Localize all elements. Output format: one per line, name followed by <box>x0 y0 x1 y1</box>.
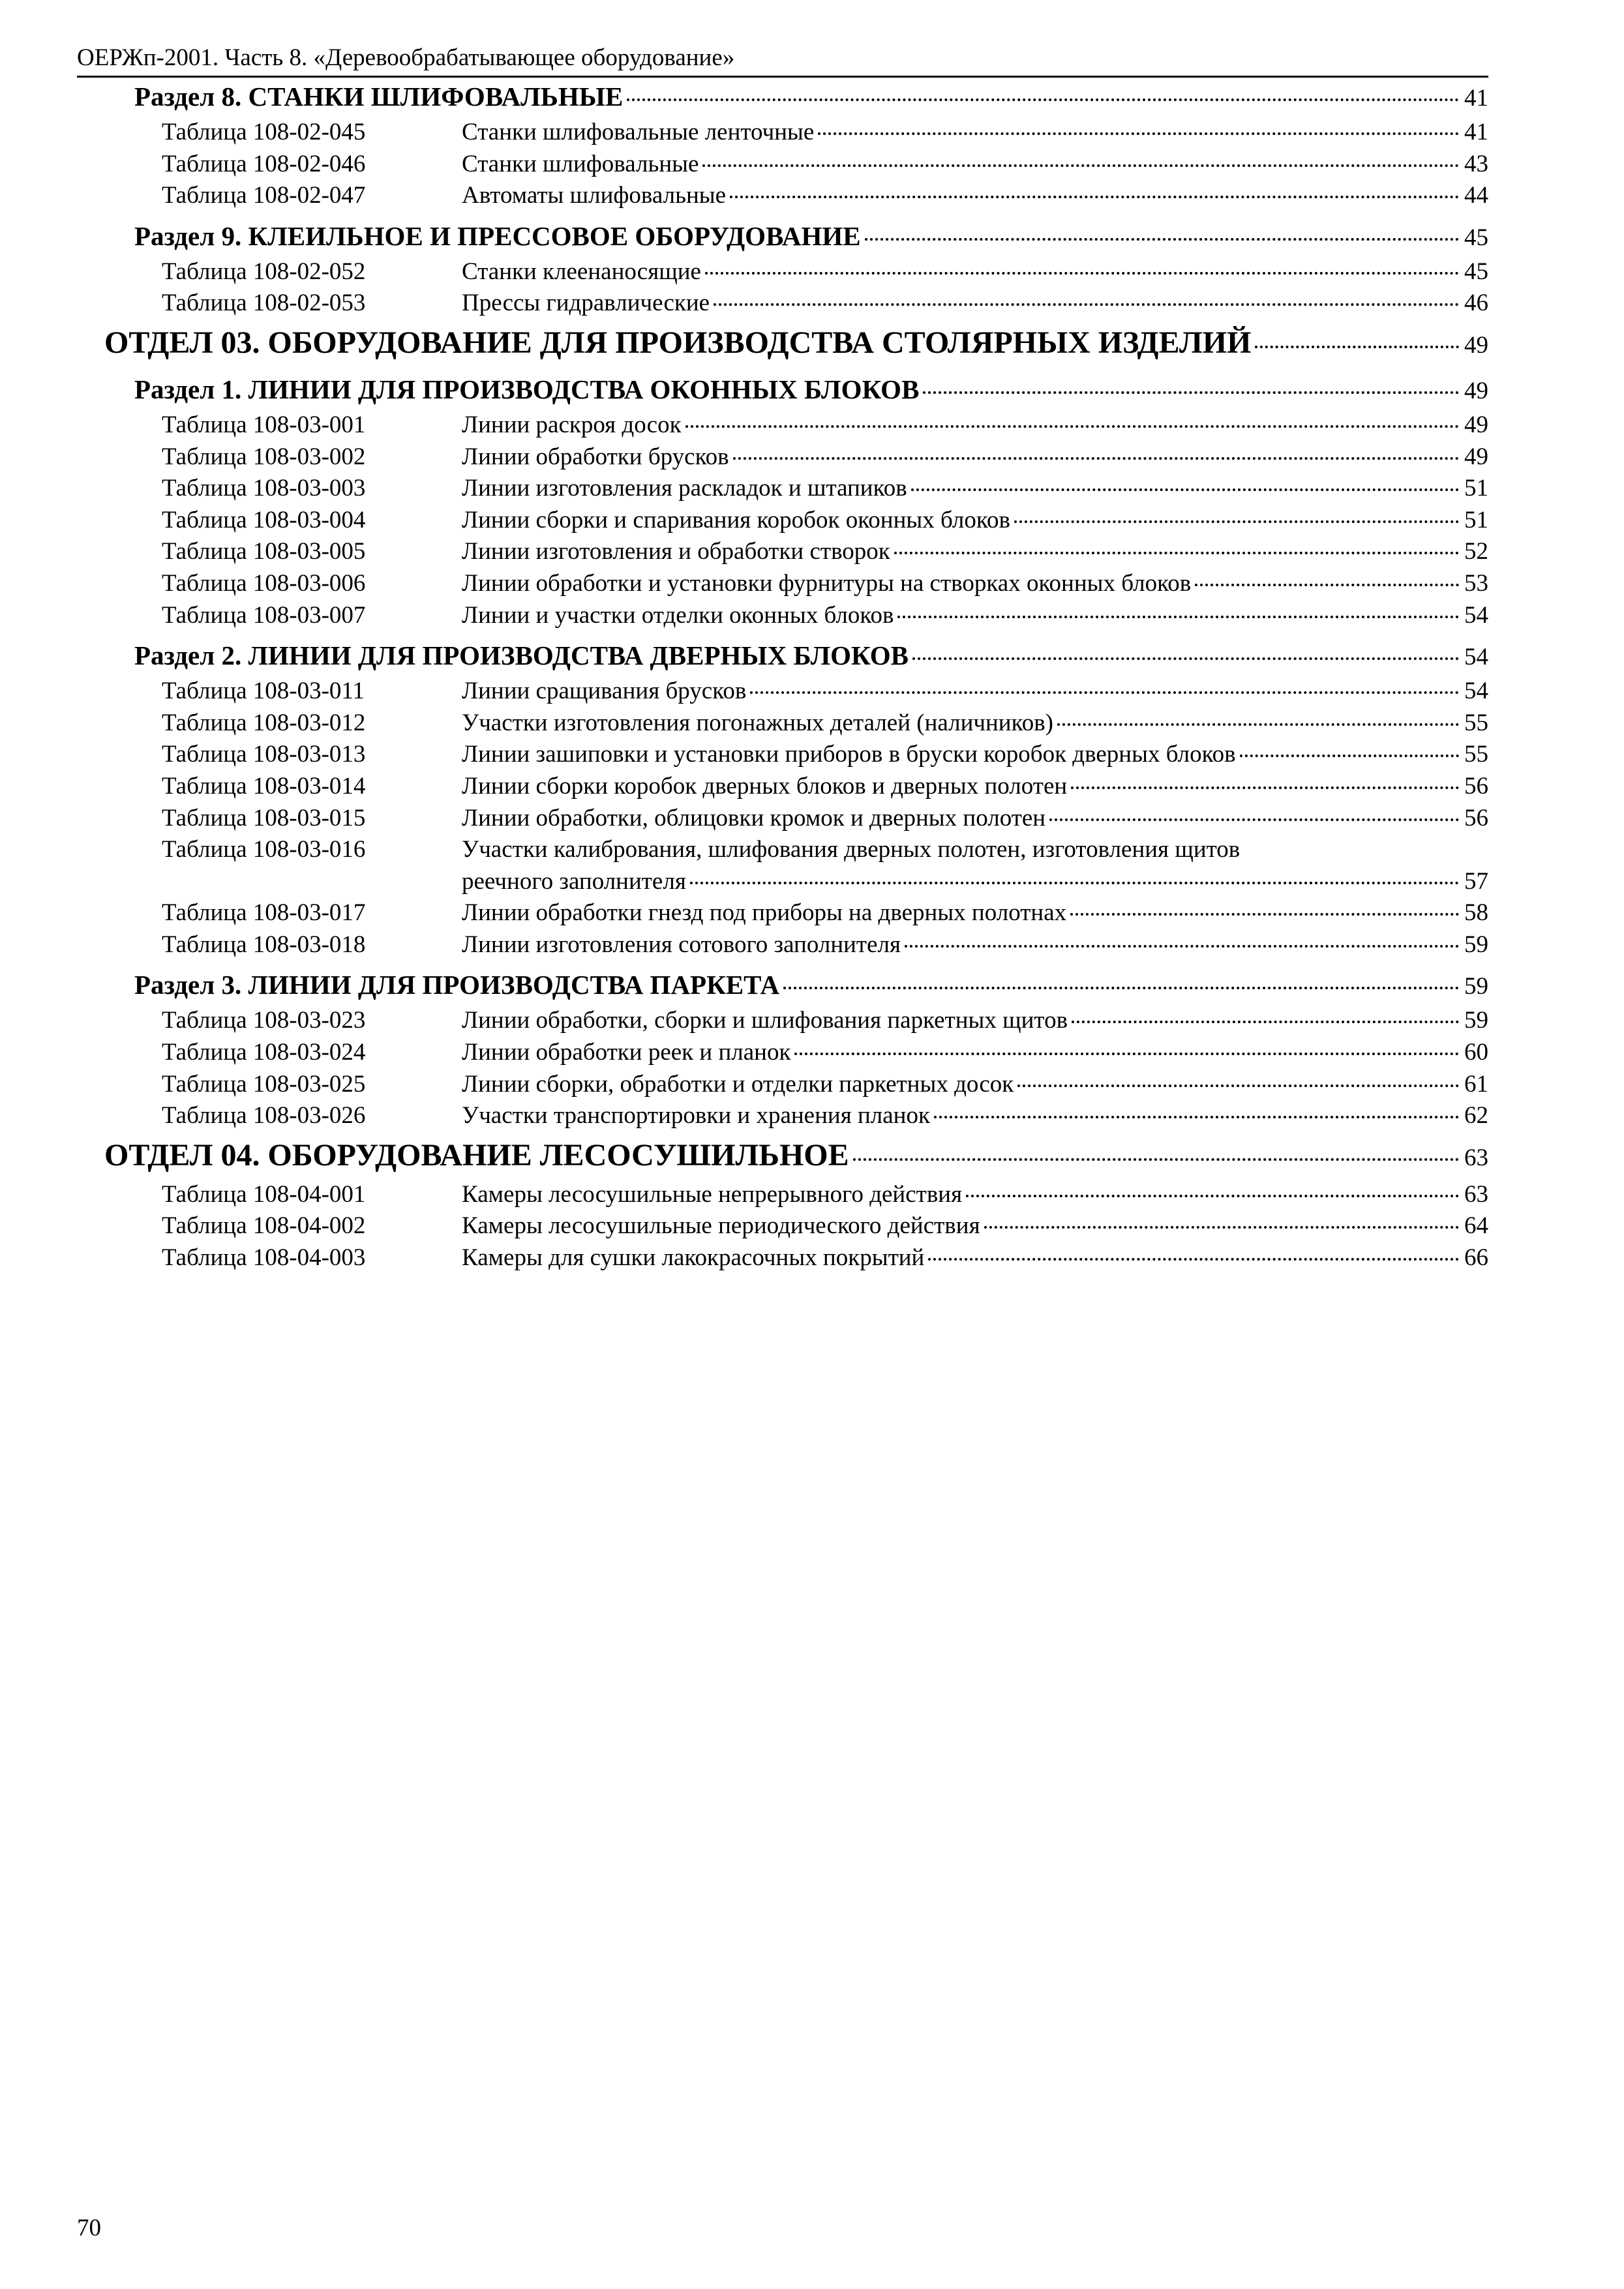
entry-title: Линии обработки и установки фурнитуры на створках оконных блоков <box>462 569 1192 597</box>
entry-page-number: 46 <box>1464 290 1488 317</box>
entry-title: Раздел 2. ЛИНИИ ДЛЯ ПРОИЗВОДСТВА ДВЕРНЫХ БЛОКОВ <box>134 640 909 671</box>
entry-title: Раздел 9. КЛЕИЛЬНОЕ И ПРЕССОВОЕ ОБОРУДОВАНИЕ <box>134 220 861 251</box>
dot-leader <box>1071 786 1459 789</box>
entry-page-number: 45 <box>1464 258 1488 285</box>
table-code: Таблица 108-03-005 <box>162 538 366 565</box>
toc-department-entry[interactable] <box>104 323 1488 365</box>
entry-title: ОТДЕЛ 04. ОБОРУДОВАНИЕ ЛЕСОСУШИЛЬНОЕ <box>104 1137 849 1173</box>
table-code: Таблица 108-03-018 <box>162 931 366 958</box>
dot-leader <box>984 1226 1459 1229</box>
entry-title: Линии обработки реек и планок <box>462 1039 791 1066</box>
entry-page-number: 49 <box>1464 331 1488 359</box>
entry-title: Линии изготовления раскладок и штапиков <box>462 475 907 502</box>
table-code: Таблица 108-02-052 <box>162 258 366 285</box>
dot-leader <box>934 1116 1459 1118</box>
dot-leader <box>690 882 1459 884</box>
table-code: Таблица 108-02-053 <box>162 290 366 317</box>
entry-page-number: 59 <box>1464 931 1488 958</box>
dot-leader <box>730 196 1459 198</box>
toc-table-entry[interactable] <box>104 505 1488 537</box>
dot-leader <box>783 987 1459 989</box>
entry-page-number: 53 <box>1464 569 1488 597</box>
entry-title: Станки шлифовальные <box>462 150 699 177</box>
entry-title: Станки клеенаносящие <box>462 258 701 285</box>
entry-title: Линии и участки отделки оконных блоков <box>462 601 894 629</box>
dot-leader <box>750 691 1459 694</box>
table-code: Таблица 108-03-003 <box>162 475 366 502</box>
entry-title: Камеры лесосушильные периодического действия <box>462 1212 980 1240</box>
dot-leader <box>1195 584 1459 586</box>
dot-leader <box>1057 723 1459 726</box>
entry-page-number: 54 <box>1464 601 1488 629</box>
entry-page-number: 55 <box>1464 741 1488 768</box>
dot-leader <box>865 238 1459 241</box>
entry-title: Линии обработки брусков <box>462 443 729 470</box>
running-header: ОЕРЖп-2001. Часть 8. «Деревообрабатывающее оборудование» <box>77 43 1488 78</box>
toc-table-entry[interactable] <box>104 834 1488 897</box>
toc-table-entry[interactable] <box>104 897 1488 929</box>
entry-title: Линии раскроя досок <box>462 411 682 438</box>
toc-table-entry[interactable] <box>104 676 1488 708</box>
entry-page-number: 60 <box>1464 1039 1488 1066</box>
entry-page-number: 62 <box>1464 1102 1488 1130</box>
entry-title: Линии сборки, обработки и отделки паркетных досок <box>462 1070 1014 1098</box>
entry-page-number: 63 <box>1464 1180 1488 1208</box>
toc-table-entry[interactable] <box>104 536 1488 568</box>
toc-table-entry[interactable] <box>104 929 1488 961</box>
table-code: Таблица 108-03-025 <box>162 1070 366 1098</box>
entry-title: Линии сборки коробок дверных блоков и дверных полотен <box>462 772 1068 800</box>
toc-table-entry[interactable] <box>104 1069 1488 1101</box>
table-code: Таблица 108-03-004 <box>162 506 366 533</box>
dot-leader <box>894 552 1459 554</box>
dot-leader <box>905 945 1459 948</box>
dot-leader <box>923 391 1459 394</box>
entry-page-number: 64 <box>1464 1212 1488 1240</box>
entry-page-number: 49 <box>1464 443 1488 470</box>
entry-title: Линии обработки гнезд под приборы на дверных полотнах <box>462 899 1067 927</box>
entry-page-number: 54 <box>1464 644 1488 671</box>
table-code: Таблица 108-02-047 <box>162 182 366 209</box>
entry-page-number: 43 <box>1464 150 1488 177</box>
entry-page-number: 56 <box>1464 804 1488 831</box>
table-code: Таблица 108-03-006 <box>162 569 366 597</box>
toc-table-entry[interactable] <box>104 1005 1488 1037</box>
toc-table-entry[interactable] <box>104 441 1488 473</box>
toc-section-entry[interactable] <box>104 638 1488 674</box>
entry-title: Линии изготовления сотового заполнителя <box>462 931 901 958</box>
entry-page-number: 66 <box>1464 1244 1488 1272</box>
entry-page-number: 54 <box>1464 678 1488 705</box>
entry-title: Участки транспортировки и хранения планок <box>462 1102 930 1130</box>
table-code: Таблица 108-03-023 <box>162 1007 366 1034</box>
dot-leader <box>853 1158 1459 1161</box>
table-code: Таблица 108-03-011 <box>162 678 365 705</box>
entry-page-number: 59 <box>1464 1007 1488 1034</box>
entry-page-number: 44 <box>1464 182 1488 209</box>
toc-table-entry[interactable] <box>104 149 1488 181</box>
table-code: Таблица 108-03-001 <box>162 411 366 438</box>
dot-leader <box>794 1053 1459 1055</box>
entry-page-number: 51 <box>1464 475 1488 502</box>
entry-page-number: 57 <box>1464 867 1488 895</box>
dot-leader <box>714 303 1459 306</box>
table-code: Таблица 108-03-026 <box>162 1102 366 1130</box>
dot-leader <box>1014 520 1459 523</box>
entry-title: Раздел 1. ЛИНИИ ДЛЯ ПРОИЗВОДСТВА ОКОННЫХ БЛОКОВ <box>134 374 920 404</box>
entry-title-continued: реечного заполнителя <box>462 867 686 895</box>
toc-table-entry[interactable] <box>104 708 1488 740</box>
table-code: Таблица 108-03-013 <box>162 741 366 768</box>
dot-leader <box>911 488 1459 491</box>
entry-title: Раздел 3. ЛИНИИ ДЛЯ ПРОИЗВОДСТВА ПАРКЕТА <box>134 970 780 1000</box>
entry-title: Камеры для сушки лакокрасочных покрытий <box>462 1244 925 1272</box>
dot-leader <box>627 98 1459 101</box>
entry-title: Участки изготовления погонажных деталей (наличников) <box>462 709 1053 736</box>
dot-leader <box>1072 1021 1459 1023</box>
dot-leader <box>897 616 1459 618</box>
toc-table-entry[interactable] <box>104 1210 1488 1242</box>
toc-table-entry[interactable] <box>104 1242 1488 1274</box>
table-code: Таблица 108-04-003 <box>162 1244 366 1272</box>
entry-title: Станки шлифовальные ленточные <box>462 119 815 145</box>
entry-title: Линии сборки и спаривания коробок оконных блоков <box>462 506 1010 533</box>
entry-title: Линии сращивания брусков <box>462 678 747 705</box>
entry-page-number: 49 <box>1464 411 1488 438</box>
entry-title: Автоматы шлифовальные <box>462 182 727 209</box>
entry-page-number: 59 <box>1464 973 1488 1000</box>
entry-title: Участки калибрования, шлифования дверных полотен, изготовления щитов <box>462 836 1241 863</box>
toc-table-entry[interactable] <box>104 568 1488 600</box>
dot-leader <box>818 132 1459 135</box>
table-code: Таблица 108-03-017 <box>162 899 366 927</box>
entry-page-number: 58 <box>1464 899 1488 927</box>
toc-table-entry[interactable] <box>104 288 1488 320</box>
dot-leader <box>1240 755 1459 757</box>
toc-section-entry[interactable] <box>104 968 1488 1004</box>
entry-page-number: 61 <box>1464 1070 1488 1098</box>
dot-leader <box>1255 346 1459 348</box>
entry-page-number: 51 <box>1464 506 1488 533</box>
table-code: Таблица 108-04-002 <box>162 1212 366 1240</box>
dot-leader <box>1070 913 1459 916</box>
toc-section-entry[interactable] <box>104 80 1488 115</box>
entry-title: Прессы гидравлические <box>462 290 710 317</box>
dot-leader <box>702 164 1459 167</box>
toc-table-entry[interactable] <box>104 1037 1488 1069</box>
entry-page-number: 63 <box>1464 1144 1488 1171</box>
table-code: Таблица 108-03-012 <box>162 709 366 736</box>
entry-page-number: 41 <box>1464 119 1488 145</box>
entry-page-number: 52 <box>1464 538 1488 565</box>
toc-table-entry[interactable] <box>104 771 1488 803</box>
entry-title: Линии изготовления и обработки створок <box>462 538 890 565</box>
toc-table-entry[interactable] <box>104 1100 1488 1132</box>
toc-table-entry[interactable] <box>104 739 1488 771</box>
dot-leader <box>705 272 1459 275</box>
dot-leader <box>928 1258 1459 1261</box>
dot-leader <box>1017 1085 1459 1087</box>
table-code: Таблица 108-04-001 <box>162 1180 366 1208</box>
table-code: Таблица 108-03-015 <box>162 804 366 831</box>
table-code: Таблица 108-03-014 <box>162 772 366 800</box>
table-code: Таблица 108-03-016 <box>162 836 366 863</box>
toc-table-entry[interactable] <box>104 410 1488 441</box>
toc-department-entry[interactable] <box>104 1136 1488 1178</box>
entry-title: ОТДЕЛ 03. ОБОРУДОВАНИЕ ДЛЯ ПРОИЗВОДСТВА СТОЛЯРНЫХ ИЗДЕЛИЙ <box>104 325 1252 360</box>
dot-leader <box>912 657 1459 660</box>
dot-leader <box>685 425 1459 428</box>
entry-title: Камеры лесосушильные непрерывного действия <box>462 1180 963 1208</box>
toc-section-entry[interactable] <box>104 372 1488 408</box>
dot-leader <box>966 1195 1459 1197</box>
entry-page-number: 55 <box>1464 709 1488 736</box>
entry-page-number: 41 <box>1464 85 1488 112</box>
entry-title: Раздел 8. СТАНКИ ШЛИФОВАЛЬНЫЕ <box>134 82 624 112</box>
toc-table-entry[interactable] <box>104 600 1488 632</box>
table-code: Таблица 108-03-007 <box>162 601 366 629</box>
toc-table-entry[interactable] <box>104 803 1488 835</box>
toc-table-entry[interactable] <box>104 1179 1488 1211</box>
table-code: Таблица 108-03-024 <box>162 1039 366 1066</box>
entry-title: Линии зашиповки и установки приборов в бруски коробок дверных блоков <box>462 741 1236 768</box>
toc-section-entry[interactable] <box>104 219 1488 255</box>
table-of-contents <box>104 80 1488 1274</box>
toc-table-entry[interactable] <box>104 256 1488 288</box>
entry-page-number: 56 <box>1464 772 1488 800</box>
toc-table-entry[interactable] <box>104 180 1488 212</box>
table-code: Таблица 108-02-046 <box>162 150 366 177</box>
table-code: Таблица 108-02-045 <box>162 119 366 145</box>
entry-title: Линии обработки, облицовки кромок и дверных полотен <box>462 804 1046 831</box>
entry-page-number: 45 <box>1464 224 1488 251</box>
table-code: Таблица 108-03-002 <box>162 443 366 470</box>
dot-leader <box>733 457 1459 460</box>
entry-page-number: 49 <box>1464 377 1488 404</box>
toc-table-entry[interactable] <box>104 117 1488 149</box>
page-number: 70 <box>77 2215 101 2241</box>
dot-leader <box>1049 818 1459 821</box>
toc-table-entry[interactable] <box>104 473 1488 505</box>
entry-title: Линии обработки, сборки и шлифования паркетных щитов <box>462 1007 1068 1034</box>
